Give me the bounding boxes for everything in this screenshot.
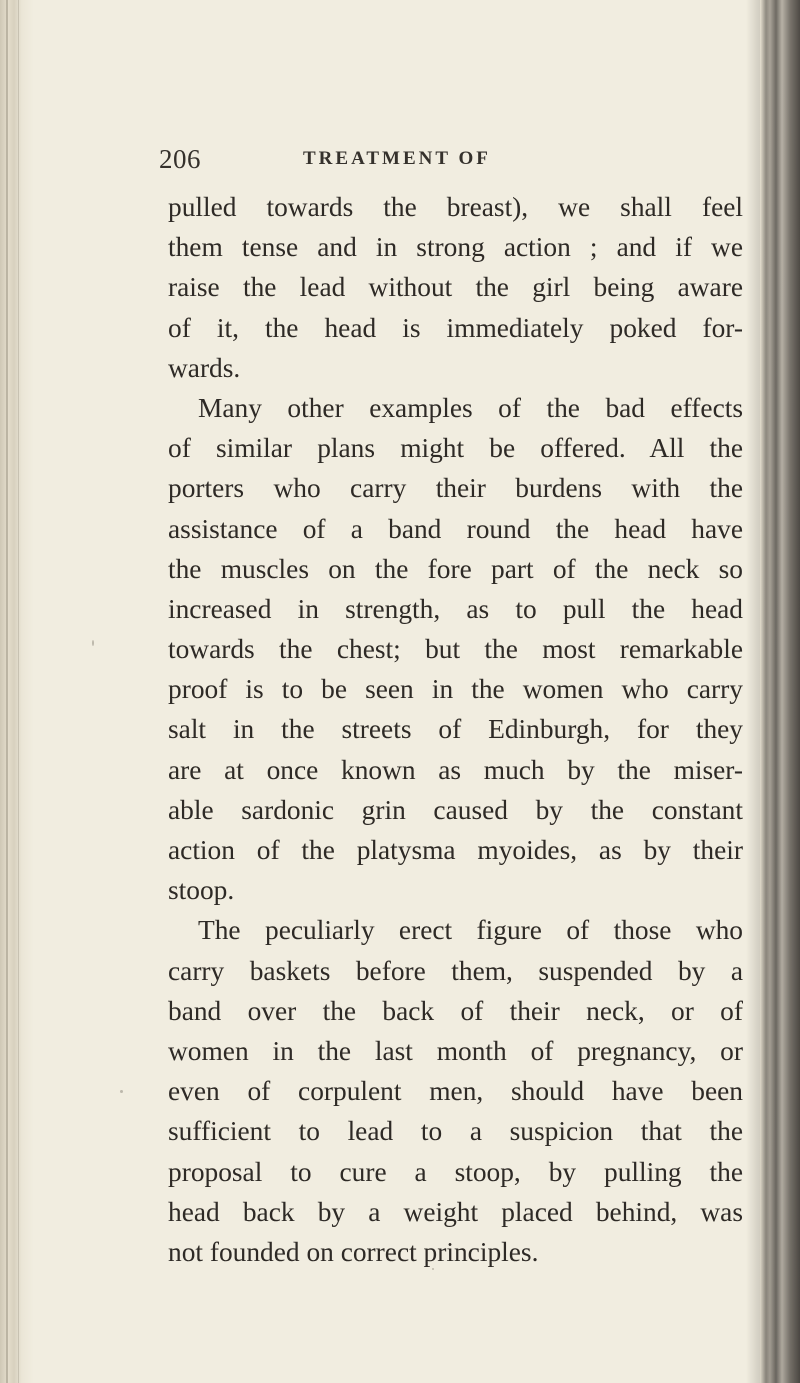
text-line: them tense and in strong action ; and if we <box>168 232 743 263</box>
text-line: stoop. <box>168 875 235 906</box>
text-line: able sardonic grin caused by the constant <box>168 794 743 825</box>
right-page-edge <box>760 0 800 1383</box>
text-line: proof is to be seen in the women who carry <box>168 674 743 705</box>
text-line: wards. <box>168 352 241 383</box>
text-line: head back by a weight placed behind, was <box>168 1196 743 1227</box>
text-line: Many other examples of the bad effects <box>198 392 743 423</box>
text-line: the muscles on the fore part of the neck so <box>168 553 743 584</box>
page-body-text <box>168 187 743 1272</box>
text-line: porters who carry their burdens with the <box>168 473 743 504</box>
text-line: of it, the head is immediately poked for- <box>168 312 743 343</box>
text-line: increased in strength, as to pull the head <box>168 593 743 624</box>
text-line: salt in the streets of Edinburgh, for they <box>168 714 743 745</box>
text-line: raise the lead without the girl being aware <box>168 272 743 303</box>
paper-speck <box>120 1090 123 1093</box>
text-line: action of the platysma myoides, as by their <box>168 835 743 865</box>
text-line: The peculiarly erect figure of those who <box>198 915 743 946</box>
text-line: not founded on correct principles. <box>168 1236 539 1267</box>
paper-speck <box>92 640 94 646</box>
running-head: TREATMENT OF <box>303 148 491 169</box>
text-line: even of corpulent men, should have been <box>168 1076 743 1107</box>
page-number: 206 <box>159 144 201 174</box>
text-line: band over the back of their neck, or of <box>168 995 743 1026</box>
text-line: towards the chest; but the most remarkable <box>168 634 743 665</box>
text-line: carry baskets before them, suspended by a <box>168 955 743 986</box>
text-line: of similar plans might be offered. All the <box>168 433 743 464</box>
text-line: assistance of a band round the head have <box>168 513 743 544</box>
text-line: are at once known as much by the miser- <box>168 754 743 785</box>
text-line: proposal to cure a stoop, by pulling the <box>168 1156 743 1187</box>
text-line: women in the last month of pregnancy, or <box>168 1035 743 1066</box>
left-binding-edge <box>0 0 34 1383</box>
text-line: sufficient to lead to a suspicion that the <box>168 1116 743 1147</box>
text-line: pulled towards the breast), we shall feel <box>168 192 743 222</box>
right-edge-shadow <box>746 0 760 1383</box>
